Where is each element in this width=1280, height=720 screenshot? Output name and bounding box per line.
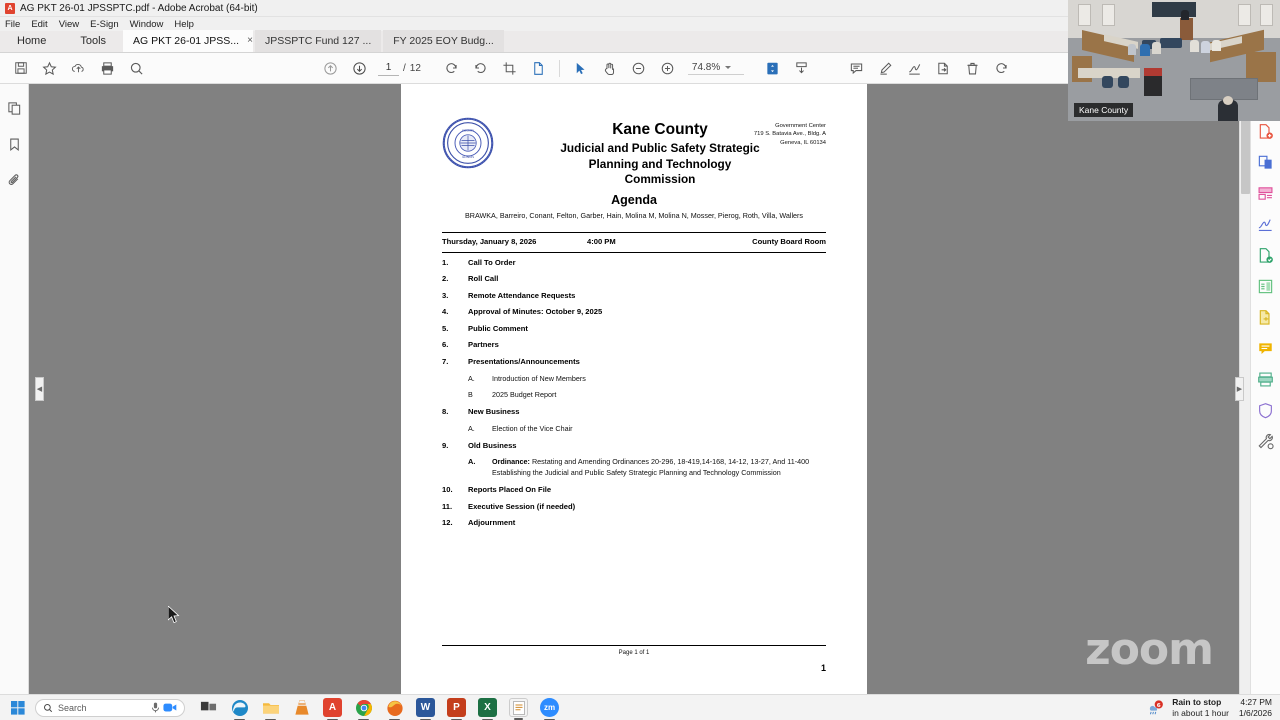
page-separator: / bbox=[403, 62, 406, 74]
attendee bbox=[1201, 41, 1210, 53]
commission-title-line2: Planning and Technology bbox=[588, 156, 732, 171]
more-tools-icon[interactable] bbox=[1255, 430, 1277, 452]
organize-pages-icon[interactable] bbox=[1255, 182, 1277, 204]
attachments-icon[interactable] bbox=[4, 170, 24, 190]
agenda-item-text: Reports Placed On File bbox=[468, 485, 552, 495]
agenda-item-number: 4. bbox=[442, 307, 449, 317]
room-window bbox=[1102, 4, 1115, 26]
agenda-subitem-text: Election of the Vice Chair bbox=[492, 423, 573, 433]
agenda-item-text: Remote Attendance Requests bbox=[468, 290, 576, 300]
vlc-media-player-icon[interactable] bbox=[292, 698, 311, 717]
agenda-item-number: 7. bbox=[442, 357, 449, 367]
menu-item-help[interactable]: Help bbox=[174, 18, 194, 30]
agenda-subitem bbox=[468, 374, 826, 384]
edit-pdf-icon[interactable] bbox=[1255, 213, 1277, 235]
close-icon[interactable]: × bbox=[247, 35, 253, 46]
agenda-item-number: 12. bbox=[442, 518, 453, 528]
microsoft-edge-icon[interactable] bbox=[230, 698, 249, 717]
agenda-item bbox=[442, 274, 826, 284]
extract-page-icon[interactable] bbox=[524, 54, 553, 83]
create-pdf-icon[interactable] bbox=[1255, 120, 1277, 142]
agenda-item bbox=[442, 407, 826, 417]
address-line-1: Government Center bbox=[775, 123, 826, 129]
commission-title-line1: Judicial and Public Safety Strategic bbox=[560, 141, 760, 155]
comment-tool-icon[interactable] bbox=[1255, 337, 1277, 359]
zoom-app-icon[interactable]: zm bbox=[540, 698, 559, 717]
attendee bbox=[1152, 42, 1161, 54]
stamp-icon[interactable] bbox=[929, 54, 958, 83]
bookmarks-icon[interactable] bbox=[4, 134, 24, 154]
weather-widget[interactable] bbox=[1147, 697, 1229, 718]
nav-tools[interactable]: Tools bbox=[80, 35, 107, 47]
document-tab-label: FY 2025 EOY Budg... bbox=[393, 35, 494, 47]
room-window bbox=[1260, 4, 1273, 26]
commission-members: BRAWKA, Barreiro, Conant, Felton, Garber, Hain, Molina M, Molina N, Mosser, Pierog, Roth, Villa, Wallers bbox=[464, 210, 804, 220]
agenda-item-text: Call To Order bbox=[468, 257, 516, 267]
file-explorer-icon[interactable] bbox=[261, 698, 280, 717]
rotate-clockwise-icon[interactable] bbox=[437, 54, 466, 83]
agenda-item-number: 3. bbox=[442, 290, 449, 300]
room-window bbox=[1238, 4, 1251, 26]
delete-icon[interactable] bbox=[958, 54, 987, 83]
svg-text:ILLINOIS: ILLINOIS bbox=[461, 155, 475, 160]
menu-item-view[interactable]: View bbox=[58, 18, 80, 30]
agenda-subitem-letter: B bbox=[468, 390, 473, 400]
zoom-video-panel[interactable] bbox=[1068, 0, 1280, 121]
meeting-date: Thursday, January 8, 2026 bbox=[442, 236, 537, 246]
hand-tool-icon[interactable] bbox=[595, 54, 624, 83]
agenda-item bbox=[442, 485, 826, 495]
comment-icon[interactable] bbox=[842, 54, 871, 83]
agenda-items-list bbox=[442, 258, 826, 529]
highlight-icon[interactable] bbox=[871, 54, 900, 83]
window-title: AG PKT 26-01 JPSSPTC.pdf - Adobe Acrobat (64-bit) bbox=[20, 2, 258, 14]
room-window bbox=[1078, 4, 1091, 26]
page-total: 12 bbox=[409, 62, 421, 74]
microsoft-excel-icon[interactable]: X bbox=[478, 698, 497, 717]
red-equipment-case bbox=[1144, 68, 1162, 76]
agenda-subitem-text: 2025 Budget Report bbox=[492, 390, 557, 400]
agenda-item-text: New Business bbox=[468, 407, 520, 417]
document-tab-3[interactable] bbox=[383, 30, 504, 52]
save-icon[interactable] bbox=[6, 54, 35, 83]
agenda-item bbox=[442, 502, 826, 512]
agenda-item-number: 5. bbox=[442, 323, 449, 333]
fill-and-sign-icon[interactable] bbox=[1255, 275, 1277, 297]
weather-detail: in about 1 hour bbox=[1172, 707, 1229, 718]
search-icon bbox=[43, 703, 53, 713]
agenda-subitem-ordinance bbox=[468, 457, 826, 478]
search-placeholder: Search bbox=[58, 702, 87, 713]
page-down-icon[interactable] bbox=[345, 54, 374, 83]
header-rule-bottom bbox=[442, 252, 826, 253]
av-cart bbox=[1144, 76, 1162, 96]
document-header bbox=[442, 114, 826, 188]
ordinance-body: Restating and Amending Ordinances 20-296, 18-419,14-168, 14-12, 13-27, And 11-400 Establishing the Judicial and Public Safety Strategic Planning and Technology Commission bbox=[492, 457, 810, 477]
clock-date: 1/6/2026 bbox=[1238, 707, 1272, 718]
agenda-item bbox=[442, 340, 826, 350]
chevron-down-icon[interactable] bbox=[725, 66, 731, 69]
clock-time: 4:27 PM bbox=[1240, 696, 1272, 707]
organization-name: Kane County bbox=[612, 121, 708, 138]
scrollbar-thumb[interactable] bbox=[1241, 120, 1250, 194]
tools-rail bbox=[1250, 84, 1280, 694]
attendee bbox=[1212, 40, 1221, 51]
menu-item-esign[interactable]: E-Sign bbox=[90, 18, 119, 30]
windows-start-icon[interactable] bbox=[10, 700, 26, 716]
page-number-input[interactable] bbox=[378, 60, 399, 76]
zoom-meeting-icon[interactable] bbox=[163, 702, 177, 713]
commission-title-line3: Commission bbox=[624, 172, 696, 186]
agenda-item-number: 8. bbox=[442, 407, 449, 417]
left-navigation-rail bbox=[0, 84, 29, 694]
agenda-item-number: 1. bbox=[442, 257, 449, 267]
zoom-watermark: zoom bbox=[1085, 624, 1213, 675]
star-icon[interactable] bbox=[35, 54, 64, 83]
crop-icon[interactable] bbox=[495, 54, 524, 83]
agenda-subitem-letter: A. bbox=[468, 457, 476, 467]
menu-item-window[interactable]: Window bbox=[129, 18, 164, 30]
agenda-item bbox=[442, 291, 826, 301]
page-thumbnails-icon[interactable] bbox=[4, 98, 24, 118]
office-chair bbox=[1102, 76, 1113, 88]
svg-text:6: 6 bbox=[1156, 702, 1161, 709]
document-viewport[interactable] bbox=[29, 84, 1250, 694]
agenda-item-text: Approval of Minutes: October 9, 2025 bbox=[468, 307, 603, 317]
agenda-item-text: Old Business bbox=[468, 440, 517, 450]
agenda-item bbox=[442, 258, 826, 268]
select-tool-icon[interactable] bbox=[566, 54, 595, 83]
agenda-item-number: 6. bbox=[442, 340, 449, 350]
scroll-mode-icon[interactable] bbox=[787, 54, 816, 83]
conference-table bbox=[1160, 38, 1182, 48]
address-line-3: Geneva, IL 60134 bbox=[780, 139, 826, 146]
ordinance-text bbox=[492, 457, 826, 478]
document-tab-label: JPSSPTC Fund 127 ... bbox=[265, 35, 372, 47]
agenda-item-text: Executive Session (if needed) bbox=[468, 501, 576, 511]
protect-icon[interactable] bbox=[1255, 306, 1277, 328]
mouse-cursor bbox=[168, 606, 181, 625]
agenda-item-number: 2. bbox=[442, 274, 449, 284]
agenda-heading: Agenda bbox=[611, 192, 657, 207]
agenda-subitem bbox=[468, 390, 826, 400]
taskview-icon[interactable] bbox=[199, 698, 218, 717]
rotate-counterclockwise-icon[interactable] bbox=[466, 54, 495, 83]
agenda-item-text: Adjournment bbox=[468, 518, 516, 528]
footer-rule bbox=[442, 645, 826, 646]
zoom-out-icon[interactable] bbox=[624, 54, 653, 83]
document-tab-active[interactable] bbox=[123, 30, 253, 52]
mozilla-firefox-icon[interactable] bbox=[385, 698, 404, 717]
collapse-right-icon[interactable]: ▶ bbox=[1235, 377, 1244, 401]
fit-page-icon[interactable] bbox=[758, 54, 787, 83]
zoom-level-value: 74.8% bbox=[691, 61, 721, 73]
office-chair bbox=[1118, 76, 1129, 88]
attendee bbox=[1190, 40, 1199, 52]
podium bbox=[1180, 18, 1193, 40]
agenda-item bbox=[442, 357, 826, 367]
page-navigation bbox=[378, 60, 421, 76]
page-up-icon[interactable] bbox=[316, 54, 345, 83]
pdf-page bbox=[401, 84, 867, 694]
export-pdf-icon[interactable] bbox=[1255, 244, 1277, 266]
cloud-upload-icon[interactable] bbox=[64, 54, 93, 83]
agenda-subitem-letter: A. bbox=[468, 373, 475, 383]
attendee bbox=[1140, 44, 1150, 56]
system-tray bbox=[1147, 697, 1280, 719]
microsoft-powerpoint-icon[interactable]: P bbox=[447, 698, 466, 717]
menu-item-edit[interactable]: Edit bbox=[31, 18, 48, 30]
agenda-item bbox=[442, 518, 826, 528]
page-number-mark: 1 bbox=[820, 663, 826, 673]
search-input[interactable] bbox=[35, 699, 185, 717]
nav-home[interactable]: Home bbox=[17, 35, 47, 47]
meeting-time: 4:00 PM bbox=[587, 236, 616, 246]
scan-and-ocr-icon[interactable] bbox=[1255, 368, 1277, 390]
address-line-2: 719 S. Batavia Ave., Bldg. A bbox=[753, 131, 826, 138]
zoom-level-selector[interactable] bbox=[688, 62, 744, 75]
foreground-person-head bbox=[1223, 96, 1233, 105]
zoom-in-icon[interactable] bbox=[653, 54, 682, 83]
security-shield-icon[interactable] bbox=[1255, 399, 1277, 421]
commission-title bbox=[494, 141, 826, 188]
windows-taskbar bbox=[0, 694, 1280, 720]
redo-icon[interactable] bbox=[987, 54, 1016, 83]
agenda-item-number: 9. bbox=[442, 440, 449, 450]
collapse-left-icon[interactable]: ◀ bbox=[35, 377, 44, 401]
notepad-icon[interactable] bbox=[509, 698, 528, 717]
microsoft-word-icon[interactable]: W bbox=[416, 698, 435, 717]
document-tab-label: AG PKT 26-01 JPSS... bbox=[133, 35, 240, 47]
agenda-item-text: Roll Call bbox=[468, 274, 499, 284]
meeting-info-row bbox=[442, 233, 826, 249]
agenda-item bbox=[442, 307, 826, 317]
agenda-item-text: Presentations/Announcements bbox=[468, 357, 580, 367]
footer-note: Page 1 of 1 bbox=[618, 650, 650, 656]
menu-item-file[interactable]: File bbox=[5, 18, 21, 30]
weather-headline: Rain to stop bbox=[1172, 697, 1222, 707]
agenda-item-text: Public Comment bbox=[468, 323, 528, 333]
combine-files-icon[interactable] bbox=[1255, 151, 1277, 173]
agenda-subitem-text: Introduction of New Members bbox=[492, 373, 586, 383]
document-tab-2[interactable] bbox=[255, 30, 381, 52]
rain-cloud-icon bbox=[1147, 700, 1167, 716]
projection-screen bbox=[1152, 2, 1196, 17]
agenda-subitem-letter: A. bbox=[468, 423, 475, 433]
agenda-item-number: 10. bbox=[442, 485, 453, 495]
attendee bbox=[1128, 44, 1136, 55]
print-icon[interactable] bbox=[93, 54, 122, 83]
microphone-icon[interactable] bbox=[151, 702, 160, 713]
video-participant-label: Kane County bbox=[1074, 103, 1133, 117]
address-block bbox=[734, 122, 826, 147]
adobe-acrobat-icon[interactable]: A bbox=[323, 698, 342, 717]
agenda-subitem bbox=[468, 424, 826, 434]
sign-icon[interactable] bbox=[900, 54, 929, 83]
agenda-item-text: Partners bbox=[468, 340, 499, 350]
taskbar-app-icons bbox=[199, 698, 559, 717]
kane-county-seal bbox=[442, 117, 494, 169]
ordinance-label: Ordinance: bbox=[492, 457, 530, 467]
speaker-at-podium bbox=[1181, 10, 1189, 20]
page-content bbox=[442, 114, 826, 535]
acrobat-icon bbox=[5, 3, 15, 14]
svg-text:COUNTY: COUNTY bbox=[461, 128, 475, 133]
search-icon[interactable] bbox=[122, 54, 151, 83]
agenda-item bbox=[442, 324, 826, 334]
clock[interactable] bbox=[1239, 697, 1272, 719]
toolbar-separator bbox=[559, 60, 560, 77]
meeting-location: County Board Room bbox=[752, 236, 826, 246]
google-chrome-icon[interactable] bbox=[354, 698, 373, 717]
agenda-item-number: 11. bbox=[442, 501, 453, 511]
agenda-item bbox=[442, 441, 826, 451]
